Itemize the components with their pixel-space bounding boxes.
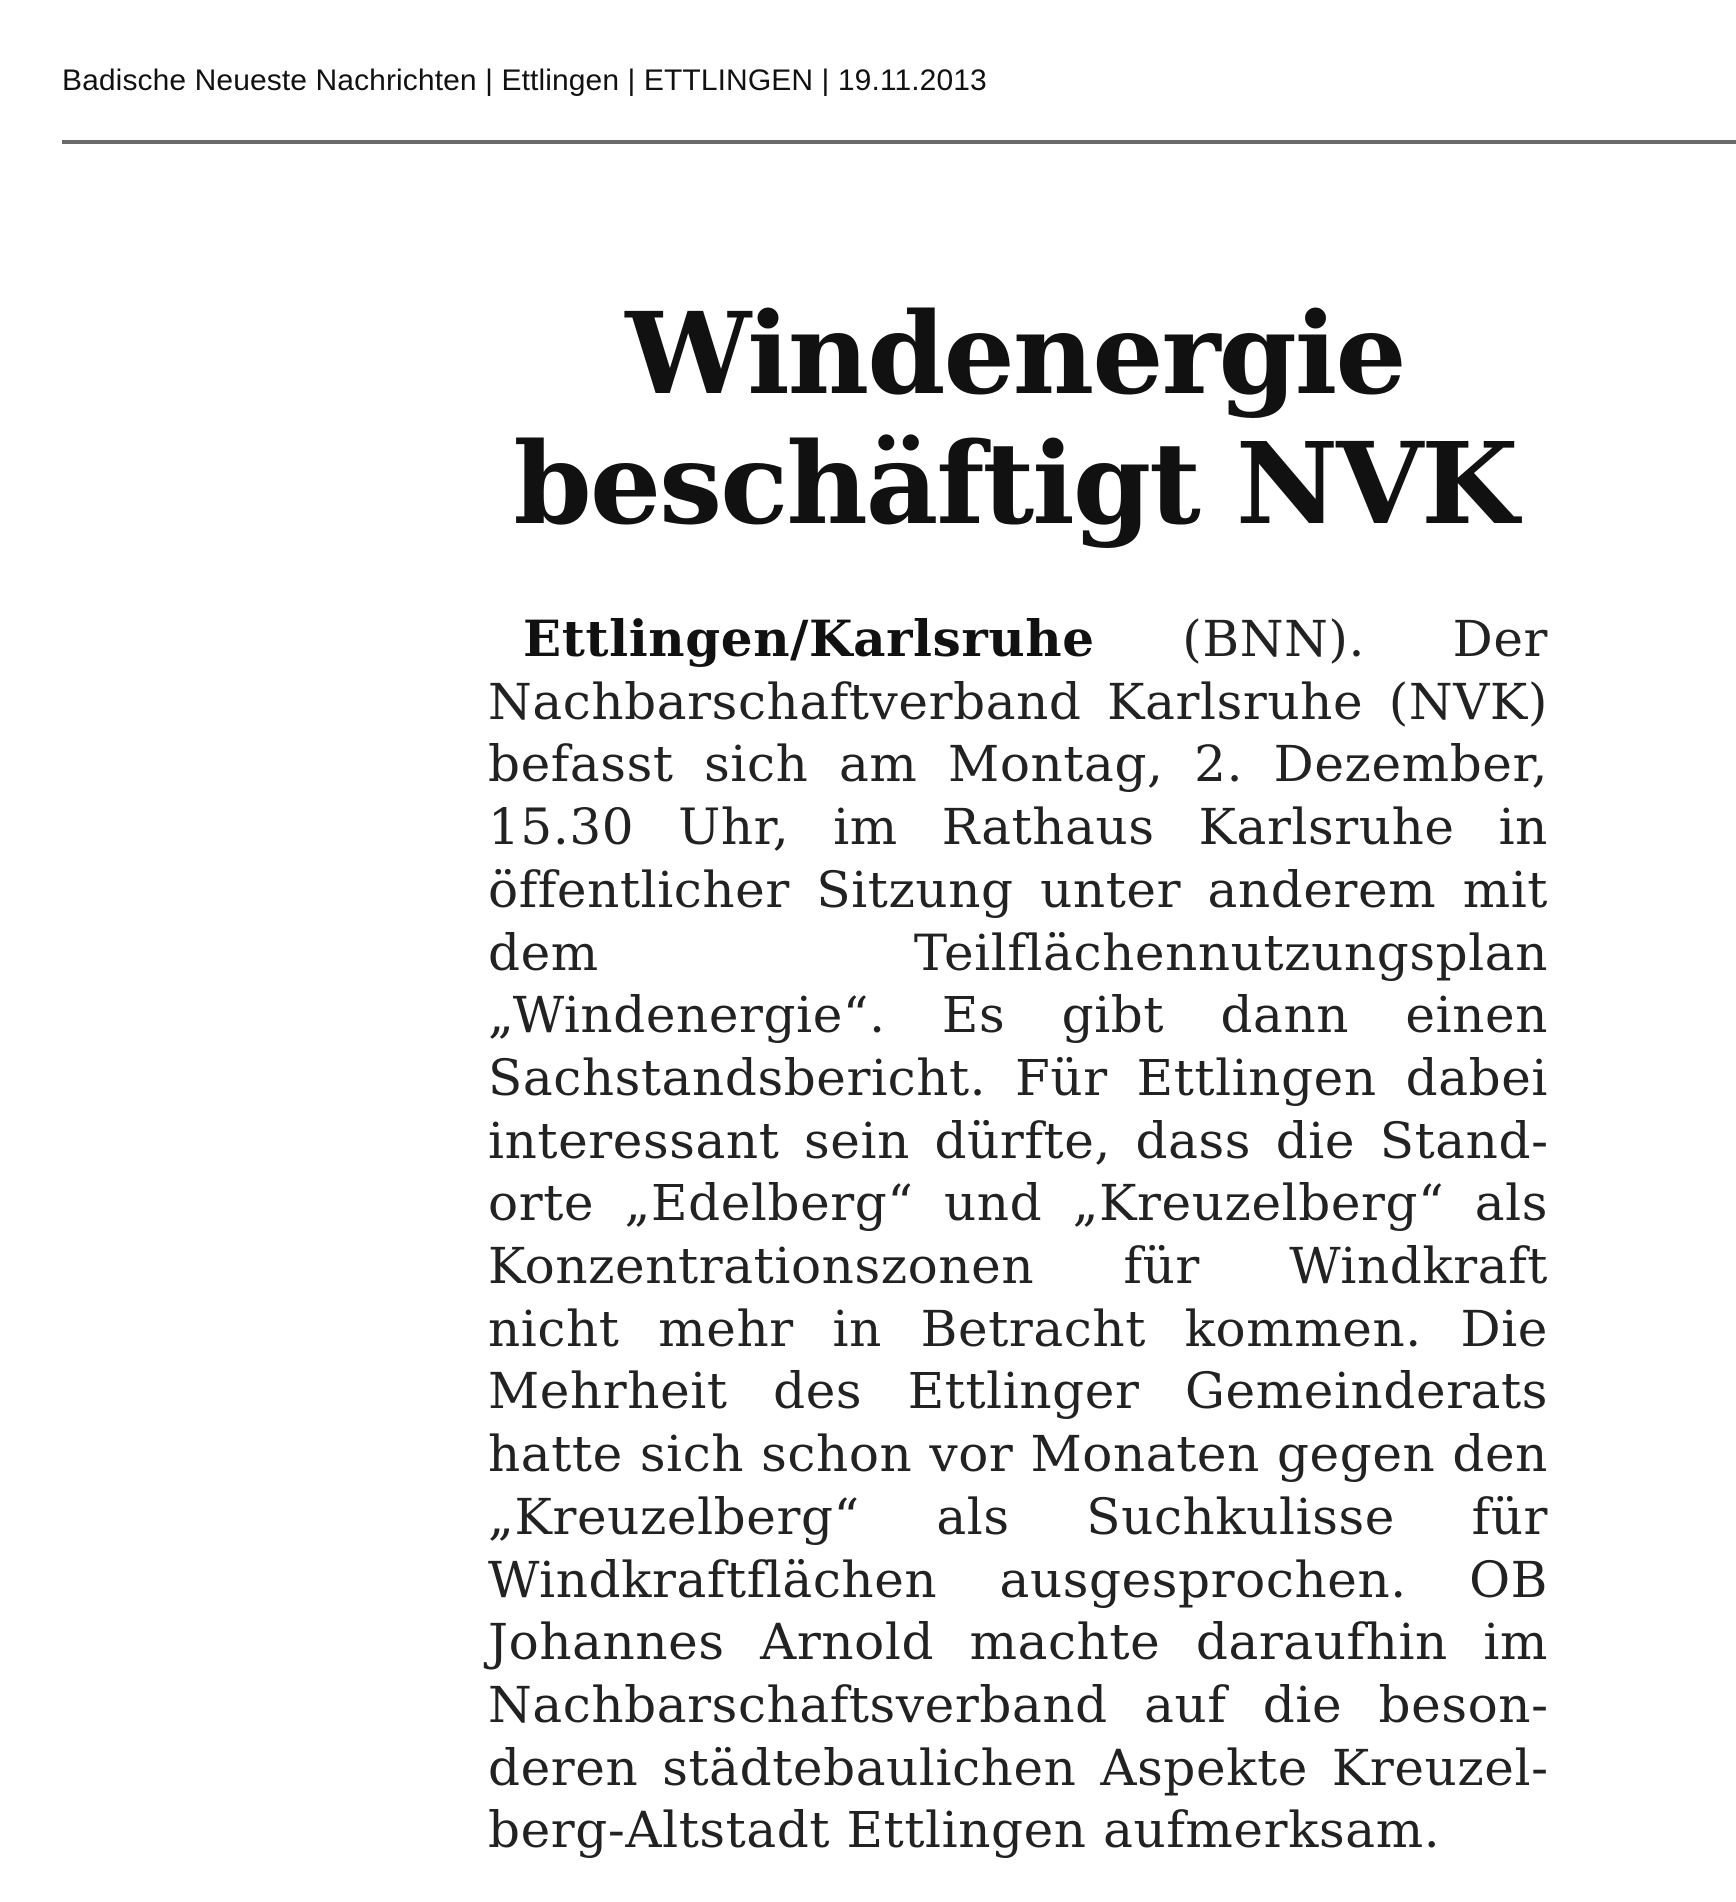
divider (62, 140, 1736, 144)
headline-line-1: Windenergie (625, 289, 1405, 420)
article-body (488, 608, 1548, 1862)
headline-line-2: beschäftigt NVK (513, 419, 1517, 550)
newspaper-clipping (470, 290, 1560, 1890)
dateline: Ettlingen/Karlsruhe (523, 609, 1095, 668)
headline (470, 290, 1560, 550)
source-line: Badische Neueste Nachrichten | Ettlingen | ETTLINGEN | 19.11.2013 (62, 64, 987, 97)
article-text: (BNN). Der Nachbarschaftverband Karlsruhe (NVK) befasst sich am Montag, 2. Dezember, 15.30 Uhr, im Rathaus Karlsruhe in öffentlicher Sitzung unter anderem mit dem Teilflächennutzungsplan „Windenergie“. Es gibt dann einen Sachstandsbericht. Für Ettlingen dabei interessant sein dürfte, dass die Standorte „Edelberg“ und „Kreuzelberg“ als Konzentrationszonen für Windkraft nicht mehr in Betracht kommen. Die Mehrheit des Ettlinger Gemeinderats hatte sich schon vor Monaten gegen den „Kreuzelberg“ als Suchkulisse für Windkraftflächen ausgesprochen. OB Johannes Arnold machte daraufhin im Nachbarschaftsverband auf die besonderen städtebaulichen Aspekte Kreuzelberg-Altstadt Ettlingen aufmerksam. (488, 610, 1549, 1860)
